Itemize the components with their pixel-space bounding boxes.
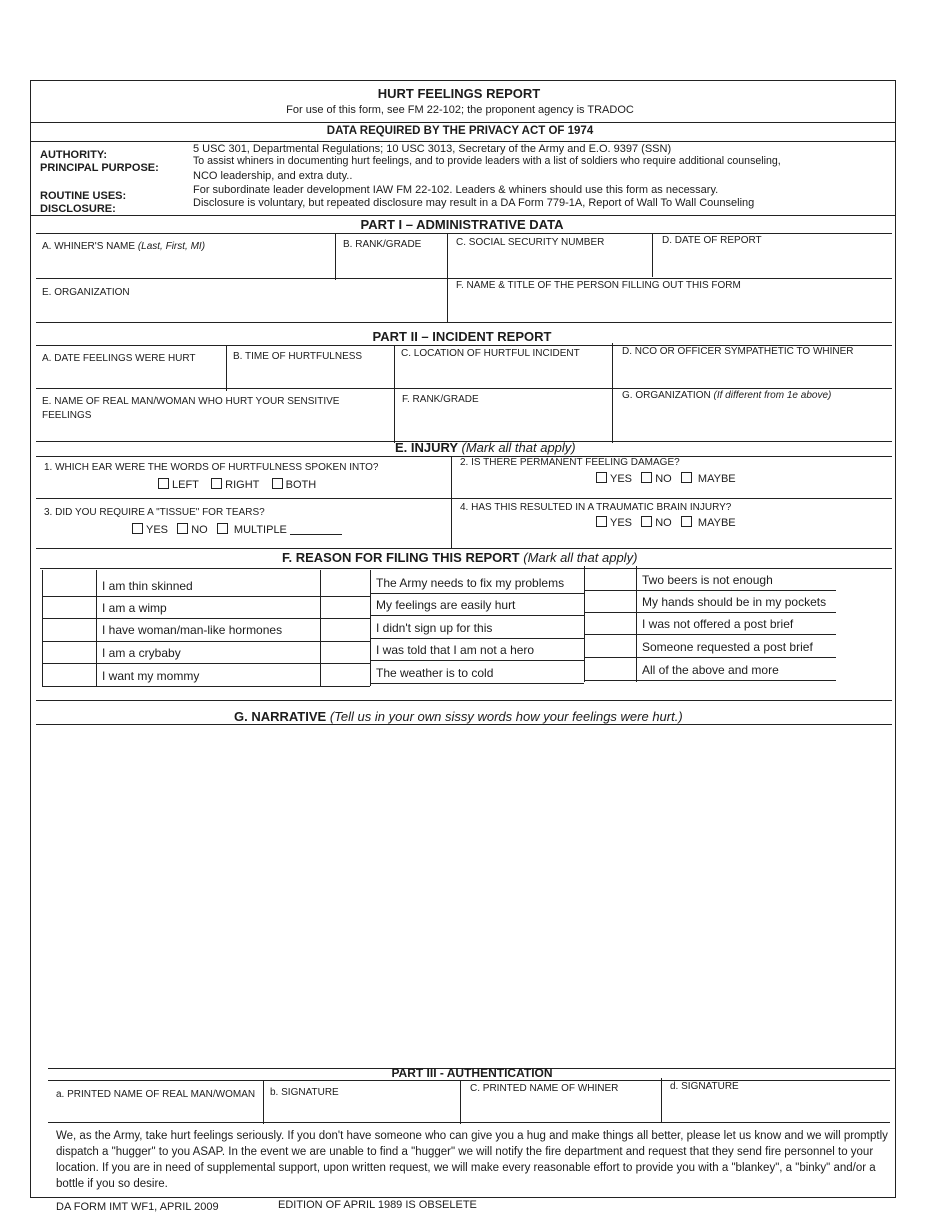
date-feelings-hurt-field[interactable]: A. DATE FEELINGS WERE HURT <box>42 353 196 364</box>
q2-yes-label: YES <box>610 473 633 485</box>
q3-no-checkbox[interactable] <box>177 524 208 536</box>
reason-c2-r3-checkbox[interactable] <box>321 619 369 640</box>
q1-both-label: BOTH <box>285 479 317 491</box>
narrative-hint: (Tell us in your own sissy words how your feelings were hurt.) <box>329 709 683 724</box>
narrative-text-area[interactable] <box>40 727 890 1065</box>
hurter-name-field[interactable] <box>42 396 339 425</box>
reason-c2-r4-label: I was told that I am not a hero <box>376 643 535 657</box>
principal-purpose-text-1: To assist whiners in documenting hurt feelings, and to provide leaders with a list of soldiers who require additional counseling, <box>193 155 781 167</box>
whiner-name-hint: (Last, First, MI) <box>137 241 206 252</box>
routine-uses-text: For subordinate leader development IAW FM 22-102. Leaders & whiners should use this form as necessary. <box>193 184 719 196</box>
routine-uses-label: ROUTINE USES: <box>40 190 127 202</box>
hurter-name-label-2: FEELINGS <box>42 410 92 421</box>
time-of-hurtfulness-field[interactable]: B. TIME OF HURTFULNESS <box>233 351 363 362</box>
reason-c2-r5-checkbox[interactable] <box>321 664 369 685</box>
hurter-organization-label: G. ORGANIZATION <box>622 390 711 401</box>
q2-maybe-checkbox[interactable] <box>681 473 736 485</box>
form-subtitle: For use of this form, see FM 22-102; the proponent agency is TRADOC <box>286 104 634 116</box>
rank-grade-field[interactable]: B. RANK/GRADE <box>343 239 422 250</box>
reason-c3-r1-checkbox[interactable] <box>585 567 635 589</box>
q4-no-checkbox[interactable] <box>641 517 672 529</box>
sympathetic-nco-field[interactable]: D. NCO OR OFFICER SYMPATHETIC TO WHINER <box>622 346 854 357</box>
q3-multiple-label: MULTIPLE <box>233 524 287 536</box>
location-field[interactable]: C. LOCATION OF HURTFUL INCIDENT <box>401 348 580 359</box>
form-title: HURT FEELINGS REPORT <box>377 86 541 101</box>
reason-c3-r2-label: My hands should be in my pockets <box>642 595 827 609</box>
reason-c2-r4-checkbox[interactable] <box>321 642 369 662</box>
narrative-heading <box>234 709 683 724</box>
q2-no-checkbox[interactable] <box>641 473 672 485</box>
injury-heading-text: E. INJURY <box>395 440 458 455</box>
reason-c1-r4-label: I am a crybaby <box>102 646 181 660</box>
signature-whiner-field[interactable]: d. SIGNATURE <box>670 1081 739 1092</box>
reason-c2-r5-label: The weather is to cold <box>376 666 494 680</box>
authority-label: AUTHORITY: <box>40 149 108 161</box>
reasons-heading <box>282 550 637 565</box>
reason-c1-r1-label: I am thin skinned <box>102 579 193 593</box>
organization-field[interactable]: E. ORGANIZATION <box>42 287 130 298</box>
q4-yes-label: YES <box>610 517 633 529</box>
reason-c3-r4-label: Someone requested a post brief <box>642 640 813 654</box>
reason-c1-r4-checkbox[interactable] <box>43 642 95 662</box>
date-of-report-field[interactable]: D. DATE OF REPORT <box>662 235 762 246</box>
reason-c1-r3-checkbox[interactable] <box>43 619 95 640</box>
printed-name-real-man-field[interactable]: a. PRINTED NAME OF REAL MAN/WOMAN <box>56 1089 256 1100</box>
reason-c1-r1-checkbox[interactable] <box>43 571 95 595</box>
part2-heading: PART II – INCIDENT REPORT <box>372 329 552 344</box>
q2-no-label: NO <box>655 473 672 485</box>
q1-both-checkbox[interactable] <box>272 479 317 491</box>
principal-purpose-text-2: NCO leadership, and extra duty.. <box>193 170 353 182</box>
closing-statement: We, as the Army, take hurt feelings seriously. If you don't have someone who can give you a hug and make things all better, please let us know and we will promptly dispatch a "hugger" to you ASAP. In the event we are unable to find a "hugger" we will notify the fire department and request that they send fire personnel to your location. If you are in need of supplemental support, upon written request, we will make every reasonable effort to provide you with a "blankey", a "binky" and/or a bottle if you so desire. <box>56 1130 888 1190</box>
reason-c2-r2-checkbox[interactable] <box>321 597 369 617</box>
injury-q4-label: 4. HAS THIS RESULTED IN A TRAUMATIC BRAIN INJURY? <box>460 502 732 513</box>
reason-c3-r3-checkbox[interactable] <box>585 613 635 633</box>
q4-maybe-label: MAYBE <box>697 517 736 529</box>
reason-c3-r1-label: Two beers is not enough <box>642 573 773 587</box>
q4-maybe-checkbox[interactable] <box>681 517 736 529</box>
form-id: DA FORM IMT WF1, APRIL 2009 <box>56 1201 219 1213</box>
q1-left-checkbox[interactable] <box>158 479 199 491</box>
q3-multiple-checkbox[interactable] <box>217 524 342 536</box>
ssn-field[interactable]: C. SOCIAL SECURITY NUMBER <box>456 237 605 248</box>
edition-note: EDITION OF APRIL 1989 IS OBSELETE <box>278 1199 477 1211</box>
reason-c2-r3-label: I didn't sign up for this <box>376 621 493 635</box>
person-filling-form-field[interactable]: F. NAME & TITLE OF THE PERSON FILLING OUT THIS FORM <box>456 280 741 291</box>
disclosure-label: DISCLOSURE: <box>40 203 116 215</box>
reason-c3-r2-checkbox[interactable] <box>585 591 635 611</box>
q4-yes-checkbox[interactable] <box>596 517 632 529</box>
q1-left-label: LEFT <box>172 479 199 491</box>
reason-c3-r4-checkbox[interactable] <box>585 635 635 656</box>
printed-name-whiner-field[interactable]: C. PRINTED NAME OF WHINER <box>470 1083 619 1094</box>
reasons-hint: (Mark all that apply) <box>523 550 638 565</box>
injury-q3-options <box>132 523 342 536</box>
whiner-name-field[interactable] <box>42 241 205 252</box>
reason-c2-r1-checkbox[interactable] <box>321 571 369 595</box>
injury-q1-options <box>158 478 316 491</box>
reason-c2-r1-label: The Army needs to fix my problems <box>376 576 565 590</box>
q3-yes-checkbox[interactable] <box>132 524 168 536</box>
q2-yes-checkbox[interactable] <box>596 473 632 485</box>
reason-c1-r3-label: I have woman/man-like hormones <box>102 623 283 637</box>
reason-c1-r2-checkbox[interactable] <box>43 597 95 617</box>
reason-c2-r2-label: My feelings are easily hurt <box>376 598 516 612</box>
whiner-name-label: A. WHINER'S NAME <box>42 241 136 252</box>
hurter-name-label-1: E. NAME OF REAL MAN/WOMAN WHO HURT YOUR SENSITIVE <box>42 396 340 407</box>
reason-c1-r2-label: I am a wimp <box>102 601 167 615</box>
injury-heading <box>395 440 576 455</box>
q3-yes-label: YES <box>146 524 169 536</box>
authority-text: 5 USC 301, Departmental Regulations; 10 USC 3013, Secretary of the Army and E.O. 9397 (SSN) <box>193 143 672 155</box>
injury-q2-label: 2. IS THERE PERMANENT FEELING DAMAGE? <box>460 457 680 468</box>
reason-c3-r3-label: I was not offered a post brief <box>642 617 794 631</box>
part1-heading: PART I – ADMINISTRATIVE DATA <box>360 217 564 232</box>
hurter-rank-field[interactable]: F. RANK/GRADE <box>402 394 479 405</box>
signature-real-man-field[interactable]: b. SIGNATURE <box>270 1087 339 1098</box>
injury-hint: (Mark all that apply) <box>461 440 576 455</box>
part3-heading: PART III - AUTHENTICATION <box>391 1066 553 1080</box>
hurter-organization-hint: (If different from 1e above) <box>713 390 832 401</box>
injury-q4-options <box>596 516 736 529</box>
reason-c3-r5-checkbox[interactable] <box>585 658 635 679</box>
principal-purpose-label: PRINCIPAL PURPOSE: <box>40 162 159 174</box>
hurter-organization-field[interactable] <box>622 390 831 401</box>
q2-maybe-label: MAYBE <box>697 473 736 485</box>
injury-q3-label: 3. DID YOU REQUIRE A "TISSUE" FOR TEARS? <box>44 507 265 518</box>
reason-c1-r5-label: I want my mommy <box>102 669 200 683</box>
injury-q2-options <box>596 472 736 485</box>
reasons-heading-text: F. REASON FOR FILING THIS REPORT <box>282 550 520 565</box>
q4-no-label: NO <box>655 517 672 529</box>
q1-right-checkbox[interactable] <box>211 479 259 491</box>
injury-q1-label: 1. WHICH EAR WERE THE WORDS OF HURTFULNESS SPOKEN INTO? <box>44 462 379 473</box>
privacy-act-heading: DATA REQUIRED BY THE PRIVACY ACT OF 1974 <box>326 125 594 137</box>
q3-no-label: NO <box>191 524 208 536</box>
disclosure-text: Disclosure is voluntary, but repeated disclosure may result in a DA Form 779-1A, Report of Wall To Wall Counseling <box>193 197 755 209</box>
q1-right-label: RIGHT <box>225 479 260 491</box>
reason-c3-r5-label: All of the above and more <box>642 663 779 677</box>
narrative-heading-text: G. NARRATIVE <box>234 709 327 724</box>
reason-c1-r5-checkbox[interactable] <box>43 664 95 685</box>
